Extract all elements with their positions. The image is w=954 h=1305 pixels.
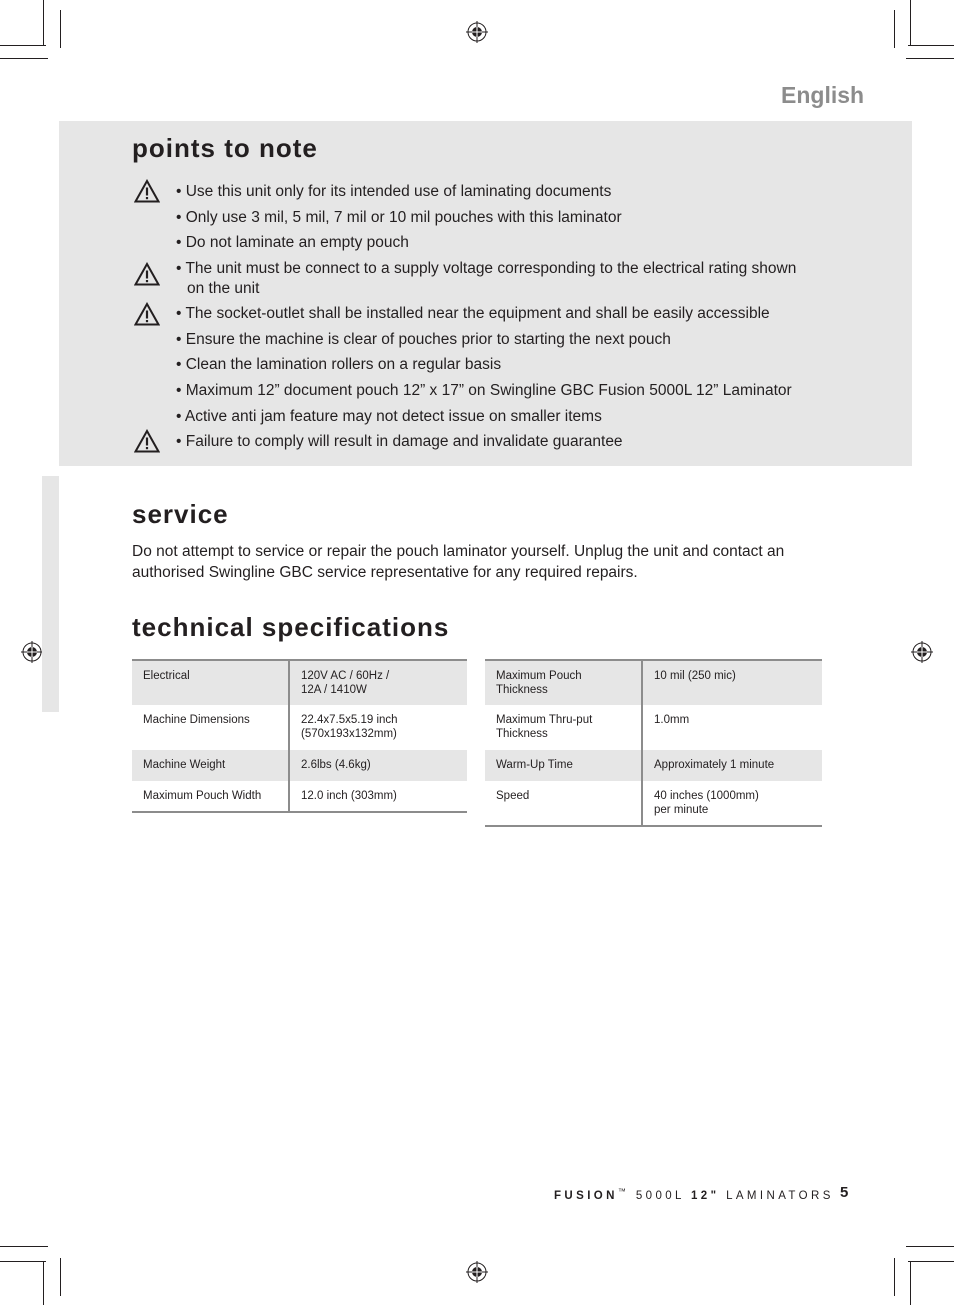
warning-icon xyxy=(134,302,160,326)
warning-icon xyxy=(134,429,160,453)
spec-label xyxy=(485,660,642,705)
service-paragraph: Do not attempt to service or repair the pouch laminator yourself. Unplug the unit and contact an authorised Swingline GBC service representative for any required repairs. xyxy=(132,543,785,581)
trademark-symbol: ™ xyxy=(617,1187,630,1196)
spec-value xyxy=(289,705,467,750)
crop-mark xyxy=(0,1261,46,1262)
points-to-note-heading: points to note xyxy=(132,133,318,163)
spec-label: Machine Weight xyxy=(132,750,289,781)
spec-label-line: Thickness xyxy=(496,684,548,696)
spec-label: Warm-Up Time xyxy=(485,750,642,781)
note-item: • Failure to comply will result in damage and invalidate guarantee xyxy=(176,433,623,450)
crop-mark xyxy=(43,1261,44,1305)
page-number: 5 xyxy=(840,1184,849,1201)
spec-value: 2.6lbs (4.6kg) xyxy=(289,750,467,781)
specs-table-right xyxy=(485,659,822,827)
language-label: English xyxy=(781,82,865,108)
note-item: • Maximum 12” document pouch 12” x 17” on Swingline GBC Fusion 5000L 12” Laminator xyxy=(176,382,792,399)
spec-value: 12.0 inch (303mm) xyxy=(289,781,467,812)
spec-label-line: Thickness xyxy=(496,728,548,740)
spec-value: 10 mil (250 mic) xyxy=(642,660,822,705)
registration-mark-icon xyxy=(466,21,488,43)
crop-mark xyxy=(0,1246,48,1247)
footer-model: 5000L xyxy=(629,1189,692,1202)
spec-label-line: Maximum Pouch xyxy=(496,670,582,682)
spec-value: 1.0mm xyxy=(654,714,690,726)
crop-mark xyxy=(910,0,911,46)
note-item: • Only use 3 mil, 5 mil, 7 mil or 10 mil pouches with this laminator xyxy=(176,209,622,226)
crop-mark xyxy=(908,45,954,46)
spec-label: Electrical xyxy=(132,660,289,705)
note-item: • Do not laminate an empty pouch xyxy=(176,234,409,251)
spec-label: Machine Dimensions xyxy=(132,705,289,750)
footer-product-line xyxy=(554,1187,834,1202)
crop-mark xyxy=(910,1261,911,1305)
registration-mark-icon xyxy=(466,1261,488,1283)
spec-value: Approximately 1 minute xyxy=(642,750,822,781)
footer-brand: FUSION xyxy=(554,1189,618,1202)
specifications-heading: technical specifications xyxy=(132,612,450,642)
crop-mark xyxy=(906,1246,954,1247)
spec-label: Speed xyxy=(485,781,642,826)
crop-mark xyxy=(43,0,44,46)
spec-value-line: 120V AC / 60Hz / xyxy=(301,670,390,682)
table-row xyxy=(485,660,822,705)
note-item: • Use this unit only for its intended use of laminating documents xyxy=(176,183,612,200)
spec-value-line: (570x193x132mm) xyxy=(301,728,397,740)
crop-mark xyxy=(894,1258,895,1296)
note-item: • Clean the lamination rollers on a regular basis xyxy=(176,356,502,373)
table-row xyxy=(132,750,467,781)
warning-icon xyxy=(134,179,160,203)
spec-value xyxy=(289,660,467,705)
crop-mark xyxy=(0,58,48,59)
table-row xyxy=(485,705,822,750)
crop-mark xyxy=(60,10,61,48)
side-tab-strip xyxy=(42,476,59,712)
spec-label xyxy=(485,705,642,750)
note-item: • The socket-outlet shall be installed near the equipment and shall be easily accessible xyxy=(176,305,770,322)
note-item: • Ensure the machine is clear of pouches prior to starting the next pouch xyxy=(176,331,671,348)
table-row xyxy=(485,781,822,826)
registration-mark-icon xyxy=(911,641,933,663)
note-item: • Active anti jam feature may not detect issue on smaller items xyxy=(176,408,602,425)
spec-label: Maximum Pouch Width xyxy=(132,781,289,812)
table-row xyxy=(132,781,467,812)
crop-mark xyxy=(60,1258,61,1296)
specs-table-left xyxy=(132,659,467,813)
table-row xyxy=(132,660,467,705)
note-item: • The unit must be connect to a supply voltage corresponding to the electrical rating shown xyxy=(176,260,797,277)
spec-value-line: 22.4x7.5x5.19 inch xyxy=(301,714,398,726)
table-row xyxy=(132,705,467,750)
crop-mark xyxy=(894,10,895,48)
spec-label-line: Maximum Thru-put xyxy=(496,714,593,726)
crop-mark xyxy=(0,45,46,46)
table-row xyxy=(485,750,822,781)
crop-mark xyxy=(906,58,954,59)
footer-size: 12" xyxy=(691,1189,720,1202)
service-heading: service xyxy=(132,499,229,529)
spec-value-line: 40 inches (1000mm) xyxy=(654,790,759,802)
warning-icon xyxy=(134,262,160,286)
crop-mark xyxy=(908,1261,954,1262)
registration-mark-icon xyxy=(21,641,43,663)
note-item-continuation: on the unit xyxy=(187,280,260,297)
spec-value xyxy=(642,781,822,826)
spec-value-line: per minute xyxy=(654,804,709,816)
footer-product: LAMINATORS xyxy=(719,1189,834,1202)
spec-value-line: 12A / 1410W xyxy=(301,684,367,696)
